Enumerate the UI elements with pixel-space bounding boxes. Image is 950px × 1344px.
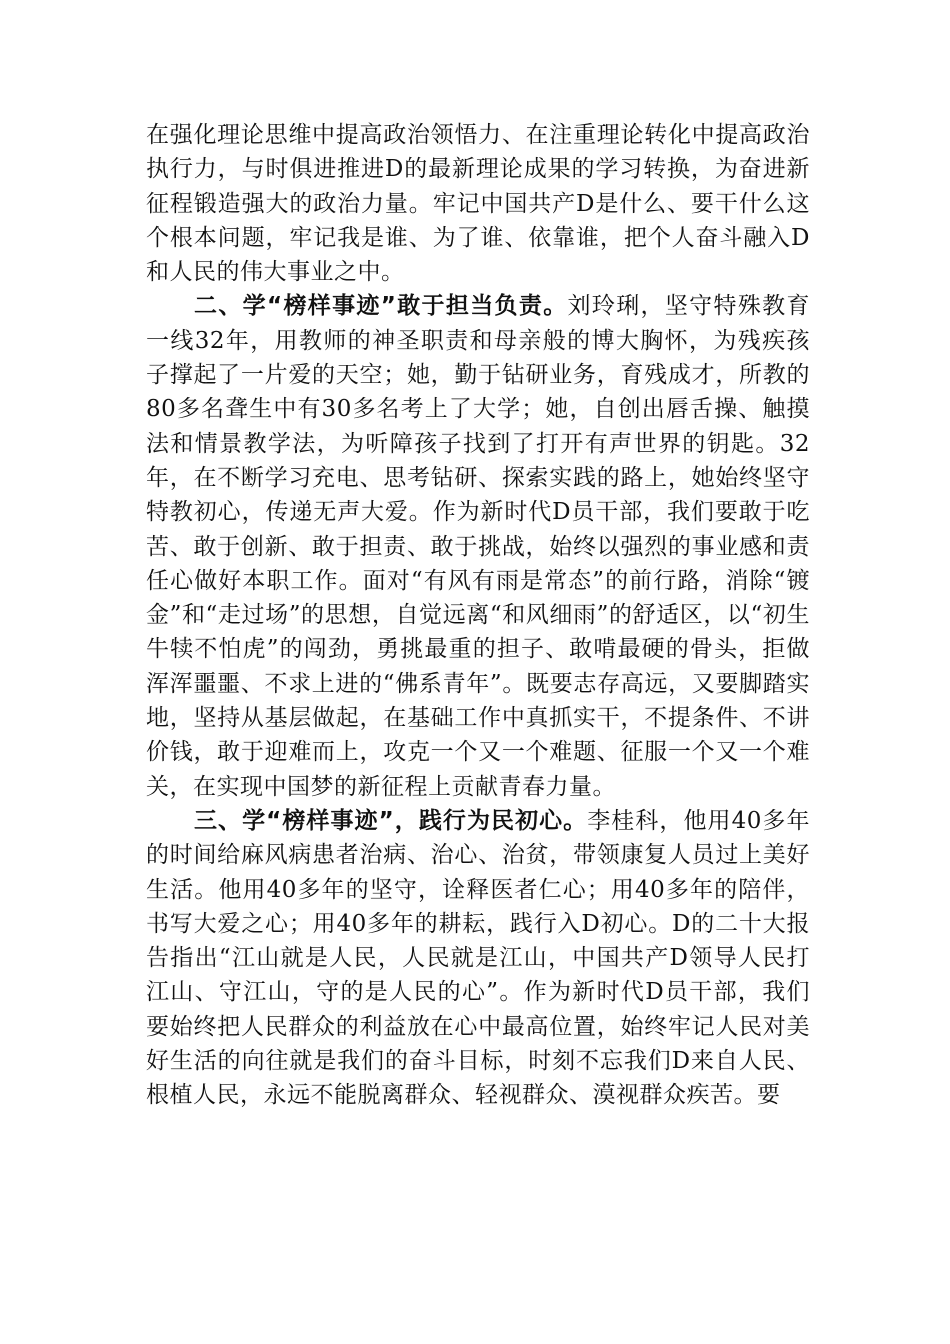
section-3-heading: 三、学“榜样事迹”，践行为民初心。 bbox=[194, 807, 588, 834]
paragraph-1-text: 在强化理论思维中提高政治领悟力、在注重理论转化中提高政治执行力，与时俱进推进D的最新理论成果的学习转换，为奋进新征程锻造强大的政治力量。牢记中国共产D是什么、要干什么这个根本问题，牢记我是谁、为了谁、依靠谁，把个人奋斗融入D和人民的伟大事业之中。 bbox=[146, 122, 810, 286]
paragraph-2 bbox=[146, 289, 810, 803]
section-2-heading: 二、学“榜样事迹”敢于担当负责。 bbox=[194, 293, 568, 320]
paragraph-1 bbox=[146, 118, 810, 289]
paragraph-2-text: 刘玲琍，坚守特殊教育一线32年，用教师的神圣职责和母亲般的博大胸怀，为残疾孩子撑起了一片爱的天空；她，勤于钻研业务，育残成才，所教的80多名聋生中有30多名考上了大学；她，自创出唇舌操、触摸法和情景教学法，为听障孩子找到了打开有声世界的钥匙。32年，在不断学习充电、思考钻研、探索实践的路上，她始终坚守特教初心，传递无声大爱。作为新时代D员干部，我们要敢于吃苦、敢于创新、敢于担责、敢于挑战，始终以强烈的事业感和责任心做好本职工作。面对“有风有雨是常态”的前行路，消除“镀金”和“走过场”的思想，自觉远离“和风细雨”的舒适区，以“初生牛犊不怕虎”的闯劲，勇挑最重的担子、敢啃最硬的骨头，拒做浑浑噩噩、不求上进的“佛系青年”。既要志存高远，又要脚踏实地，坚持从基层做起，在基础工作中真抓实干，不提条件、不讲价钱，敢于迎难而上，攻克一个又一个难题、征服一个又一个难关，在实现中国梦的新征程上贡献青春力量。 bbox=[146, 293, 811, 800]
paragraph-3 bbox=[146, 804, 810, 1113]
document-body bbox=[146, 118, 810, 1113]
paragraph-3-text: 李桂科，他用40多年的时间给麻风病患者治病、治心、治贫，带领康复人员过上美好生活。他用40多年的坚守，诠释医者仁心；用40多年的陪伴，书写大爱之心；用40多年的耕耘，践行入D初心。D的二十大报告指出“江山就是人民，人民就是江山，中国共产D领导人民打江山、守江山，守的是人民的心”。作为新时代D员干部，我们要始终把人民群众的利益放在心中最高位置，始终牢记人民对美好生活的向往就是我们的奋斗目标，时刻不忘我们D来自人民、根植人民，永远不能脱离群众、轻视群众、漠视群众疾苦。要 bbox=[146, 807, 810, 1109]
